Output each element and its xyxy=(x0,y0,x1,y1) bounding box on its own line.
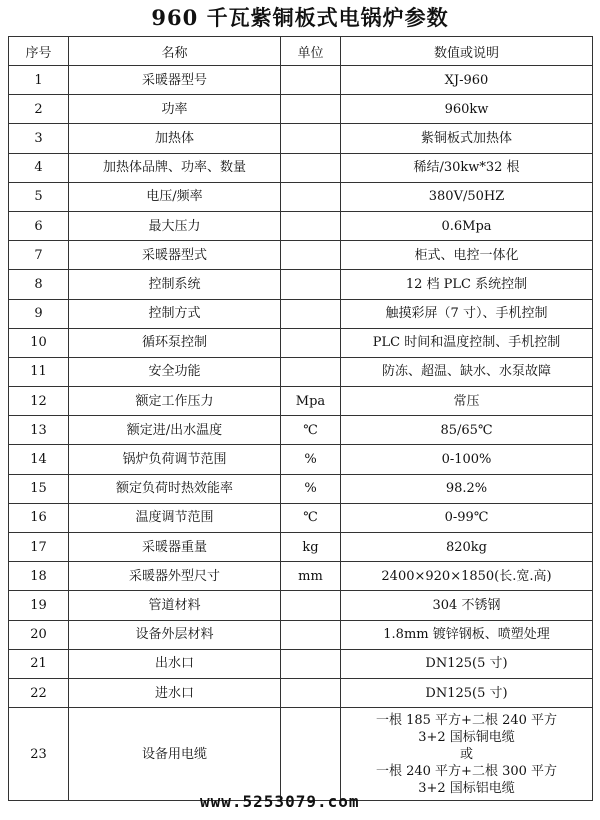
cell-name: 采暖器重量 xyxy=(69,533,281,562)
cell-value: 紫铜板式加热体 xyxy=(341,124,593,153)
cell-unit xyxy=(281,649,341,678)
cell-unit: mm xyxy=(281,562,341,591)
table-row xyxy=(9,299,593,328)
cell-no: 14 xyxy=(9,445,69,474)
table-row-23 xyxy=(9,708,593,801)
cell-no: 11 xyxy=(9,357,69,386)
cell-no: 23 xyxy=(9,708,69,801)
cell-unit xyxy=(281,357,341,386)
table-row xyxy=(9,445,593,474)
cell-unit xyxy=(281,153,341,182)
table-header-row xyxy=(9,37,593,66)
cell-name: 功率 xyxy=(69,95,281,124)
table-row xyxy=(9,153,593,182)
cell-unit: kg xyxy=(281,533,341,562)
cell-value: 1.8mm 镀锌钢板、喷塑处理 xyxy=(341,620,593,649)
cell-name: 循环泵控制 xyxy=(69,328,281,357)
cell-value: 960kw xyxy=(341,95,593,124)
cell-no: 6 xyxy=(9,211,69,240)
table-row xyxy=(9,474,593,503)
cable-line: 一根 185 平方+二根 240 平方 xyxy=(375,712,558,728)
cell-unit xyxy=(281,182,341,211)
cell-no: 12 xyxy=(9,387,69,416)
table-row xyxy=(9,328,593,357)
cell-value: 820kg xyxy=(341,533,593,562)
cell-unit: % xyxy=(281,445,341,474)
cell-no: 21 xyxy=(9,649,69,678)
cell-name: 额定进/出水温度 xyxy=(69,416,281,445)
cell-no: 9 xyxy=(9,299,69,328)
cell-no: 5 xyxy=(9,182,69,211)
cell-value: 稀结/30kw*32 根 xyxy=(341,153,593,182)
cell-value: XJ-960 xyxy=(341,66,593,95)
cell-no: 20 xyxy=(9,620,69,649)
cell-no: 4 xyxy=(9,153,69,182)
cell-no: 18 xyxy=(9,562,69,591)
cell-value: 380V/50HZ xyxy=(341,182,593,211)
cell-no: 22 xyxy=(9,678,69,707)
cell-name: 进水口 xyxy=(69,678,281,707)
cell-value: PLC 时间和温度控制、手机控制 xyxy=(341,328,593,357)
cell-name: 采暖器型式 xyxy=(69,241,281,270)
cell-value: 0-100% xyxy=(341,445,593,474)
parameter-table xyxy=(8,36,593,801)
cell-unit: Mpa xyxy=(281,387,341,416)
cell-value xyxy=(341,708,593,801)
cell-name: 设备用电缆 xyxy=(69,708,281,801)
cell-no: 13 xyxy=(9,416,69,445)
cell-no: 17 xyxy=(9,533,69,562)
header-no: 序号 xyxy=(9,37,69,66)
cell-value: 常压 xyxy=(341,387,593,416)
cell-unit xyxy=(281,591,341,620)
table-row xyxy=(9,620,593,649)
cell-value: 0.6Mpa xyxy=(341,211,593,240)
table-row xyxy=(9,211,593,240)
cell-name: 额定工作压力 xyxy=(69,387,281,416)
cell-value: 柜式、电控一体化 xyxy=(341,241,593,270)
header-value: 数值或说明 xyxy=(341,37,593,66)
table-row xyxy=(9,270,593,299)
table-row xyxy=(9,241,593,270)
cell-no: 2 xyxy=(9,95,69,124)
cell-name: 加热体 xyxy=(69,124,281,153)
cell-name: 锅炉负荷调节范围 xyxy=(69,445,281,474)
cell-value: DN125(5 寸) xyxy=(341,649,593,678)
cell-unit: ℃ xyxy=(281,416,341,445)
cell-unit xyxy=(281,299,341,328)
table-row xyxy=(9,95,593,124)
header-name: 名称 xyxy=(69,37,281,66)
table-row xyxy=(9,562,593,591)
table-row xyxy=(9,66,593,95)
cell-name: 设备外层材料 xyxy=(69,620,281,649)
cell-name: 控制系统 xyxy=(69,270,281,299)
cell-value: 防冻、超温、缺水、水泵故障 xyxy=(341,357,593,386)
table-row xyxy=(9,503,593,532)
cable-line: 或 xyxy=(459,746,473,762)
cell-unit: ℃ xyxy=(281,503,341,532)
cell-name: 出水口 xyxy=(69,649,281,678)
cell-value: 触摸彩屏（7 寸）、手机控制 xyxy=(341,299,593,328)
table-row xyxy=(9,357,593,386)
cell-value: 2400×920×1850(长.宽.高) xyxy=(341,562,593,591)
cell-name: 控制方式 xyxy=(69,299,281,328)
header-unit: 单位 xyxy=(281,37,341,66)
table-row xyxy=(9,591,593,620)
cell-no: 15 xyxy=(9,474,69,503)
cell-no: 3 xyxy=(9,124,69,153)
cell-name: 管道材料 xyxy=(69,591,281,620)
cell-unit xyxy=(281,270,341,299)
cell-value: 0-99℃ xyxy=(341,503,593,532)
watermark-text: www.5253079.com xyxy=(200,792,360,811)
cell-name: 最大压力 xyxy=(69,211,281,240)
cell-unit: % xyxy=(281,474,341,503)
table-row xyxy=(9,124,593,153)
table-body xyxy=(9,66,593,708)
cell-value: 98.2% xyxy=(341,474,593,503)
cell-no: 16 xyxy=(9,503,69,532)
cell-value: 12 档 PLC 系统控制 xyxy=(341,270,593,299)
cell-unit xyxy=(281,328,341,357)
cell-name: 采暖器外型尺寸 xyxy=(69,562,281,591)
cell-no: 8 xyxy=(9,270,69,299)
cell-value: DN125(5 寸) xyxy=(341,678,593,707)
cell-no: 19 xyxy=(9,591,69,620)
table-row xyxy=(9,649,593,678)
cell-name: 温度调节范围 xyxy=(69,503,281,532)
cell-name: 额定负荷时热效能率 xyxy=(69,474,281,503)
table-row xyxy=(9,182,593,211)
cell-unit xyxy=(281,211,341,240)
cell-unit xyxy=(281,241,341,270)
cell-name: 安全功能 xyxy=(69,357,281,386)
cell-no: 1 xyxy=(9,66,69,95)
cable-line: 3+2 国标铜电缆 xyxy=(418,729,515,745)
cell-unit xyxy=(281,708,341,801)
table-row xyxy=(9,533,593,562)
cable-line: 3+2 国标铝电缆 xyxy=(418,780,515,796)
page-title: 960 千瓦紫铜板式电锅炉参数 xyxy=(151,5,449,30)
table-row xyxy=(9,387,593,416)
cell-name: 电压/频率 xyxy=(69,182,281,211)
cell-no: 10 xyxy=(9,328,69,357)
cell-unit xyxy=(281,95,341,124)
cell-unit xyxy=(281,124,341,153)
cell-value: 85/65℃ xyxy=(341,416,593,445)
cell-name: 采暖器型号 xyxy=(69,66,281,95)
cell-unit xyxy=(281,66,341,95)
cell-value: 304 不锈钢 xyxy=(341,591,593,620)
cell-unit xyxy=(281,620,341,649)
cable-line: 一根 240 平方+二根 300 平方 xyxy=(375,763,558,779)
table-row xyxy=(9,678,593,707)
table-row xyxy=(9,416,593,445)
cell-unit xyxy=(281,678,341,707)
cell-name: 加热体品牌、功率、数量 xyxy=(69,153,281,182)
cell-no: 7 xyxy=(9,241,69,270)
